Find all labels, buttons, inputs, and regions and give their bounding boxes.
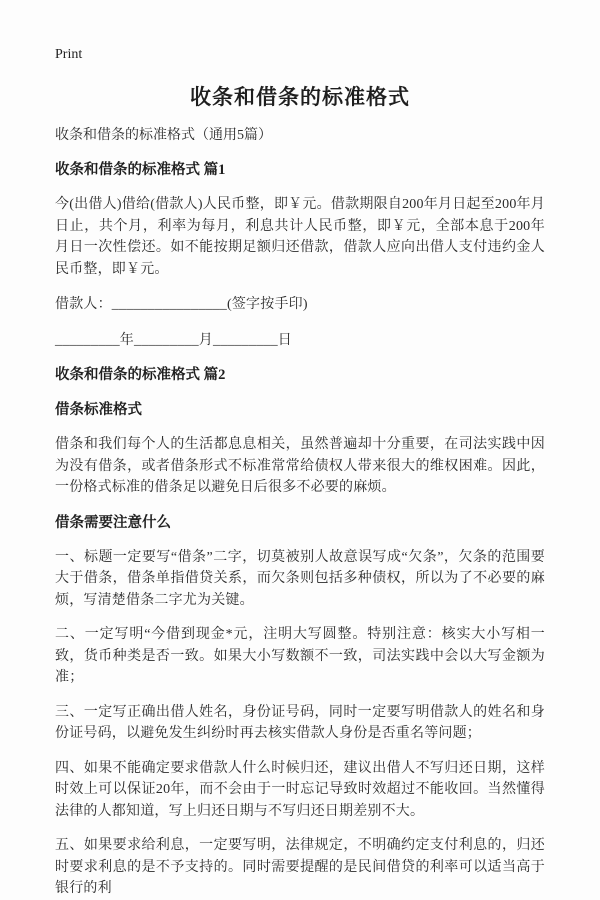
- note-4-paragraph: 四、如果不能确定要求借款人什么时候归还，建议出借人不写归还日期，这样时效上可以保证20年，而不会由于一时忘记导致时效超过不能收回。当然懂得法律的人都知道，写上归还日期与不写归还日期差别不大。: [55, 760, 545, 819]
- note-1-paragraph: 一、标题一定要写“借条”二字，切莫被别人故意误写成“欠条”，欠条的范围要大于借条，借条单指借贷关系，而欠条则包括多种债权，所以为了不必要的麻烦，写清楚借条二字尤为关键。: [55, 549, 545, 608]
- section-heading-part1: 收条和借条的标准格式 篇1: [55, 162, 226, 178]
- note-2-paragraph: 二、一定写明“今借到现金*元，注明大写圆整。特别注意：核实大小写相一致，货币种类是否一致。如果大小写数额不一致，司法实践中会以大写金额为准；: [55, 627, 545, 685]
- page-title: 收条和借条的标准格式: [190, 85, 410, 109]
- subheading-iou-notes: 借条需要注意什么: [55, 514, 171, 531]
- section-heading-part2: 收条和借条的标准格式 篇2: [55, 367, 226, 383]
- date-line: _________年_________月_________日: [55, 332, 292, 348]
- iou-intro-paragraph: 借条和我们每个人的生活都息息相关，虽然普遍却十分重要，在司法实践中因为没有借条，或者借条形式不标准常常给债权人带来很大的维权困难。因此，一份格式标准的借条足以避免日后很多不必要的麻烦。: [55, 437, 545, 495]
- print-button[interactable]: Print: [55, 47, 83, 62]
- subheading-iou-standard-format: 借条标准格式: [55, 402, 142, 418]
- signature-line: 借款人：________________(签字按手印): [55, 297, 308, 312]
- note-3-paragraph: 三、一定写正确出借人姓名，身份证号码，同时一定要写明借款人的姓名和身份证号码，以避免发生纠纷时再去核实借款人身份是否重名等问题；: [55, 704, 545, 741]
- loan-template-paragraph: 今(出借人)借给(借款人)人民币整，即￥元。借款期限自200年月日起至200年月日止，共个月，利率为每月，利息共计人民币整，即￥元，全部本息于200年月日一次性偿还。如不能按期足额归还借款，借款人应向出借人支付违约金人民币整，即￥元。: [55, 197, 545, 277]
- doc-subtitle: 收条和借条的标准格式（通用5篇）: [55, 128, 272, 143]
- note-5-paragraph: 五、如果要求给利息，一定要写明，法律规定，不明确约定支付利息的，归还时要求利息的是不予支持的。同时需要提醒的是民间借贷的利率可以适当高于银行的利: [55, 838, 545, 896]
